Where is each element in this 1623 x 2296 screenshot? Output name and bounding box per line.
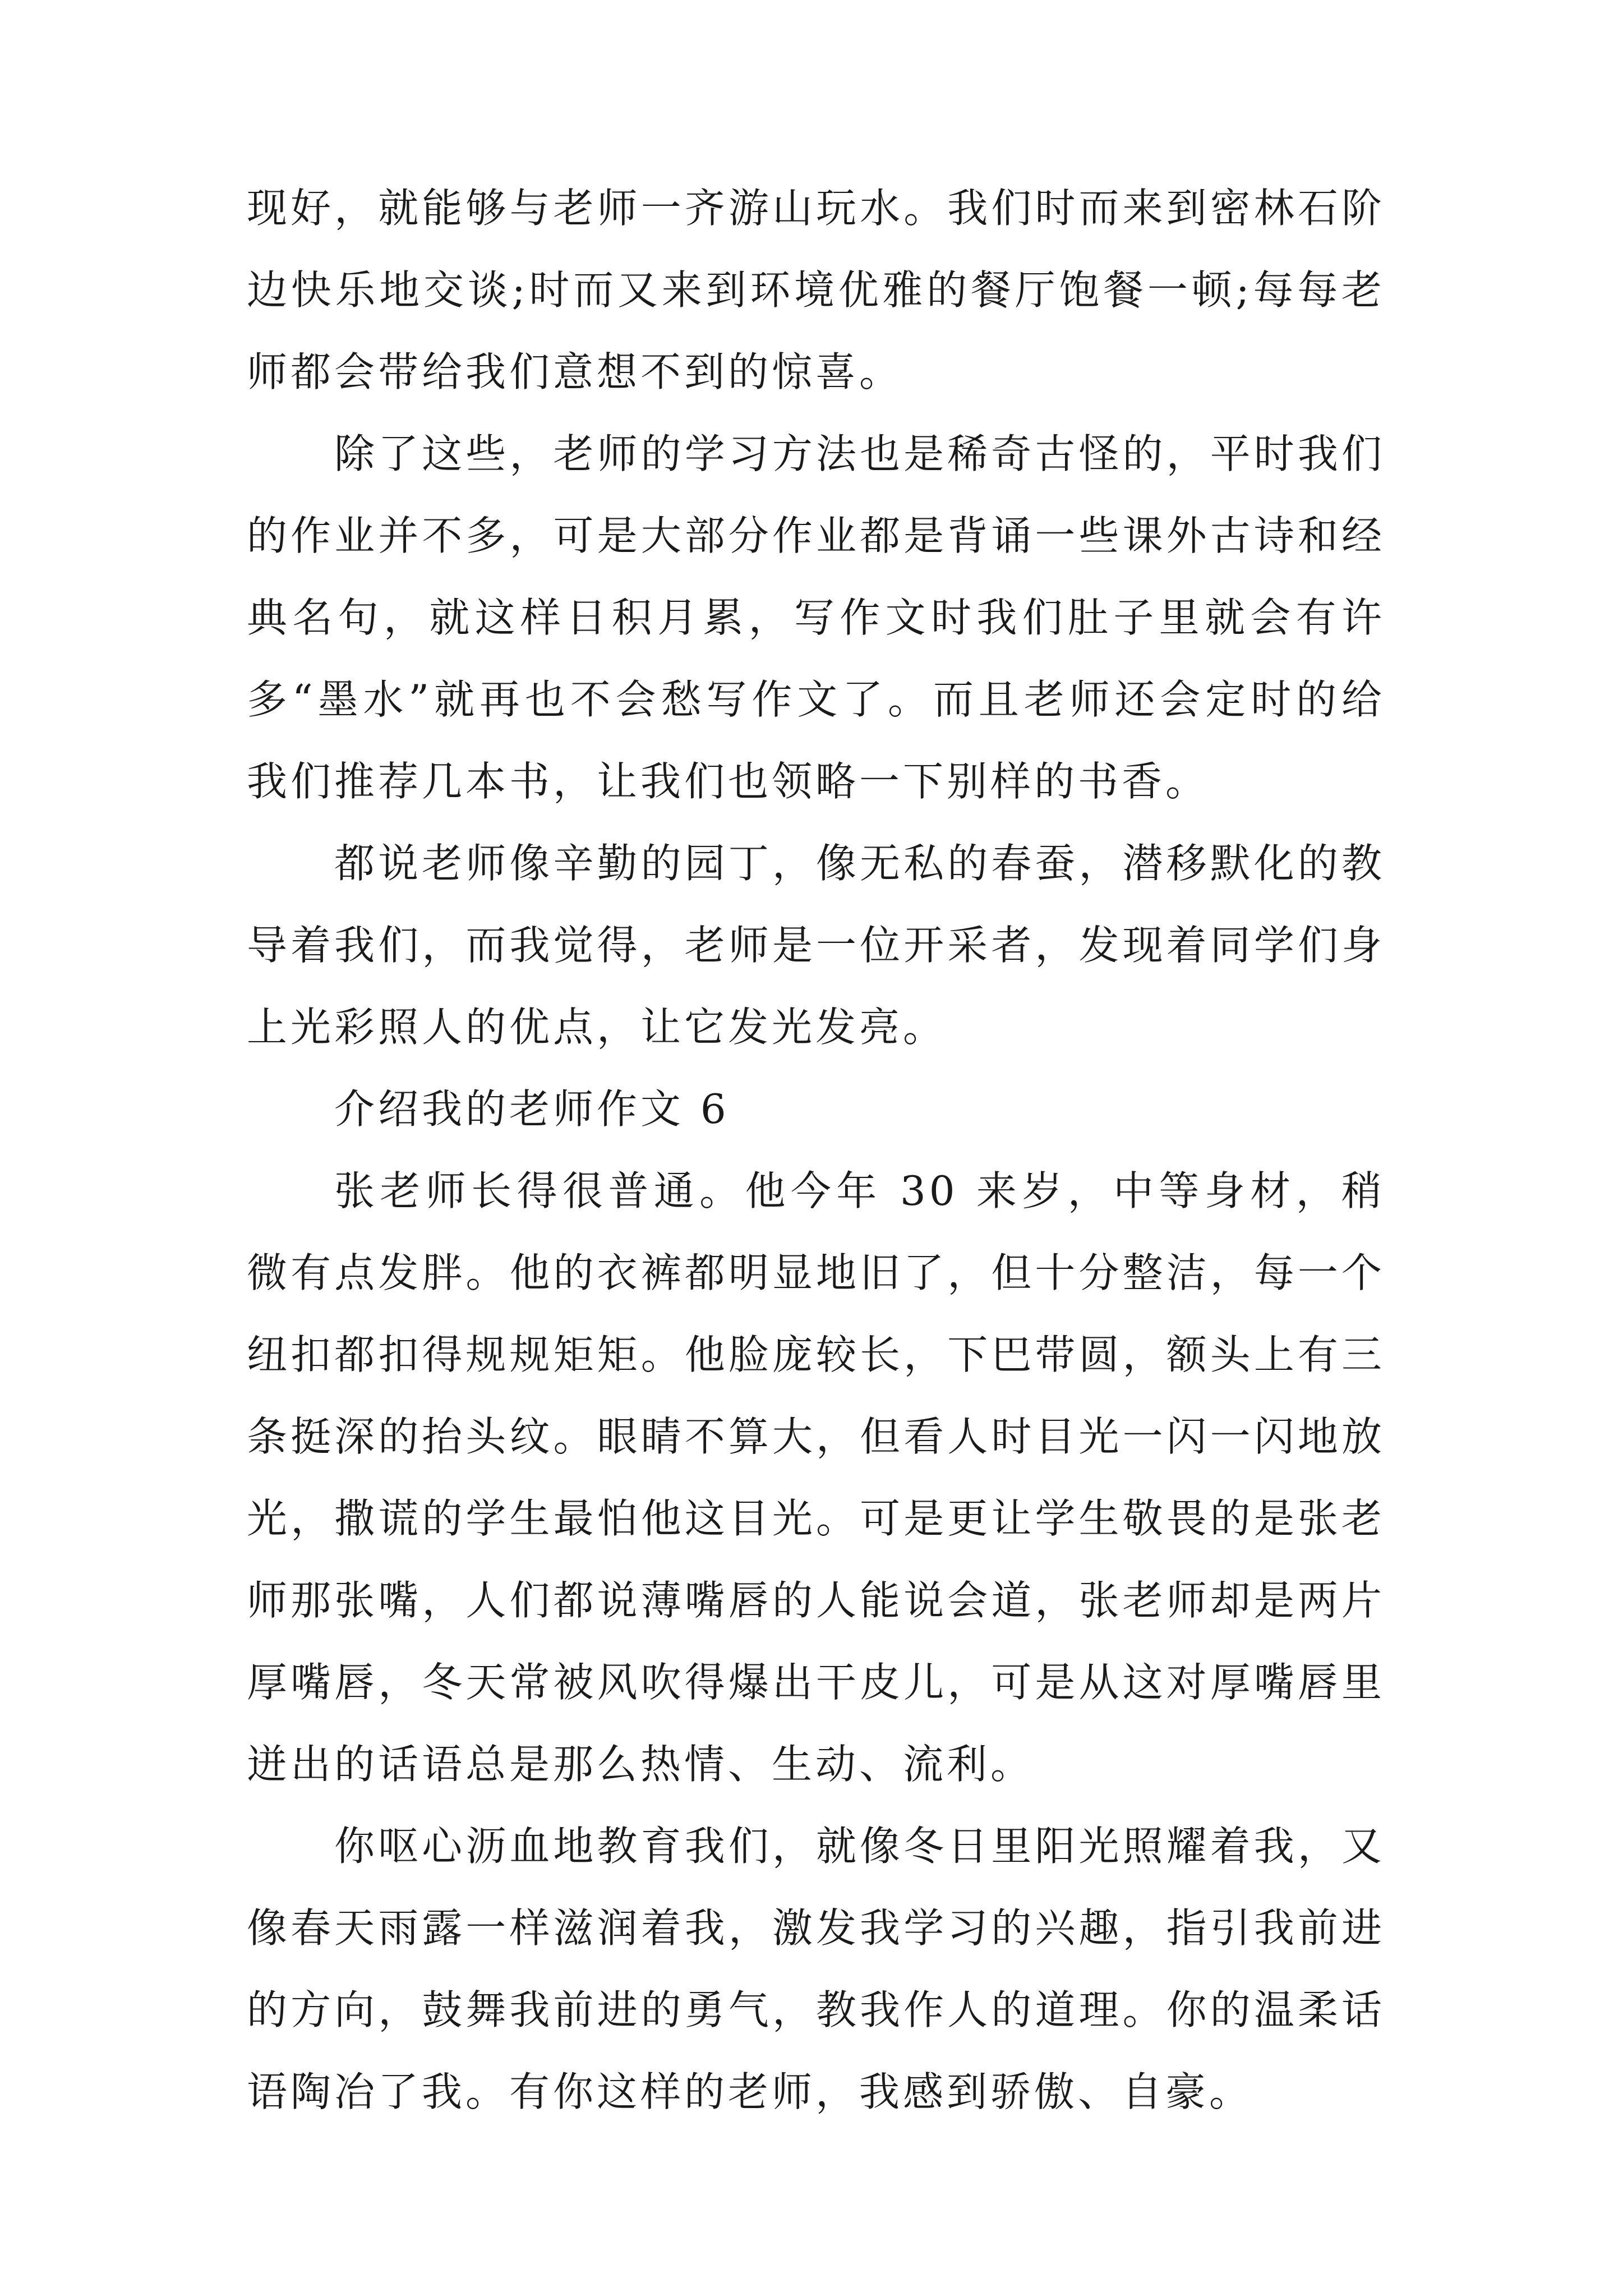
paragraph-3: 都说老师像辛勤的园丁，像无私的春蚕，潜移默化的教导着我们，而我觉得，老师是一位开采者，发现着同学们身上光彩照人的优点，让它发光发亮。 xyxy=(247,840,1385,1051)
section-heading: 介绍我的老师作文 6 xyxy=(334,1085,730,1133)
paragraph-1: 现好，就能够与老师一齐游山玩水。我们时而来到密林石阶边快乐地交谈;时而又来到环境优雅的餐厅饱餐一顿;每每老师都会带给我们意想不到的惊喜。 xyxy=(247,185,1385,395)
document-body xyxy=(247,167,1385,2133)
paragraph-4: 张老师长得很普通。他今年 30 来岁，中等身材，稍微有点发胖。他的衣裤都明显地旧了，但十分整洁，每一个纽扣都扣得规规矩矩。他脸庞较长，下巴带圆，额头上有三条挺深的抬头纹。眼睛不算大，但看人时目光一闪一闪地放光，撒谎的学生最怕他这目光。可是更让学生敬畏的是张老师那张嘴，人们都说薄嘴唇的人能说会道，张老师却是两片厚嘴唇，冬天常被风吹得爆出干皮儿，可是从这对厚嘴唇里迸出的话语总是那么热情、生动、流利。 xyxy=(247,1167,1385,1788)
paragraph-2: 除了这些，老师的学习方法也是稀奇古怪的，平时我们的作业并不多，可是大部分作业都是背诵一些课外古诗和经典名句，就这样日积月累，写作文时我们肚子里就会有许多“墨水”就再也不会愁写作文了。而且老师还会定时的给我们推荐几本书，让我们也领略一下别样的书香。 xyxy=(247,430,1385,805)
paragraph-5: 你呕心沥血地教育我们，就像冬日里阳光照耀着我，又像春天雨露一样滋润着我，激发我学习的兴趣，指引我前进的方向，鼓舞我前进的勇气，教我作人的道理。你的温柔话语陶冶了我。有你这样的老师，我感到骄傲、自豪。 xyxy=(247,1823,1385,2115)
